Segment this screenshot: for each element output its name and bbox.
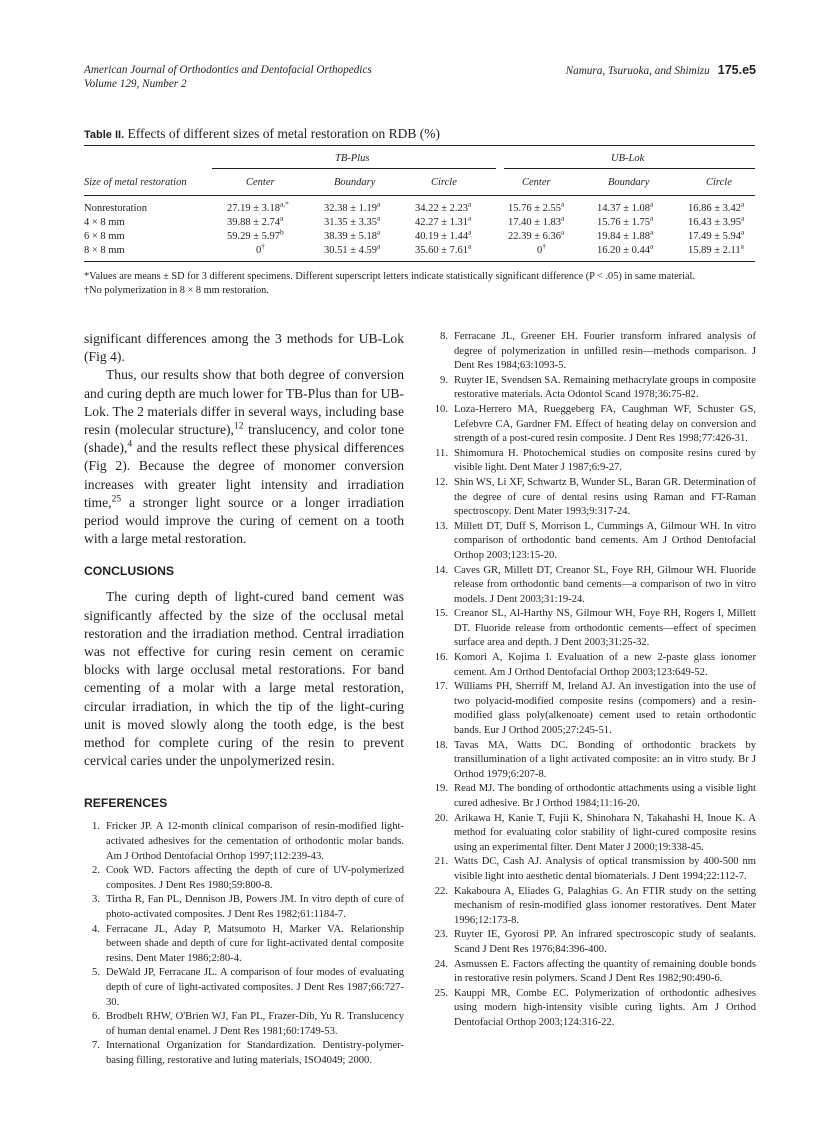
row-header: Size of metal restoration (84, 177, 187, 188)
col-header: Circle (706, 177, 732, 188)
table-cell: 22.39 ± 6.36$^a$ (508, 227, 565, 242)
table-cell: 19.84 ± 1.88$^a$ (597, 227, 654, 242)
table-cell: 16.20 ± 0.44$^a$ (597, 241, 654, 256)
col-header: Boundary (334, 177, 376, 188)
table-cell: 40.19 ± 1.44$^a$ (415, 227, 472, 242)
table-cell: 16.43 ± 3.95$^a$ (688, 213, 745, 228)
running-authors: Namura, Tsuruoka, and Shimizu (565, 65, 710, 77)
row-label: Nonrestoration (84, 203, 147, 214)
table-footnote: *Values are means ± SD for 3 different specimens. Different superscript letters indicate statistically significant difference (P < .05) in same material. (84, 271, 695, 282)
section-heading-conclusions: CONCLUSIONS (84, 564, 175, 579)
table-footnotes (84, 270, 755, 297)
reference-item: 1. Fricker JP. A 12-month clinical comparison of resin-modified light-activated adhesives for the cementation of orthodontic molar bands. Am J Orthod Dentofacial Orthop 1997;112:239-43. (92, 821, 404, 862)
table-cell: 16.86 ± 3.42$^a$ (688, 199, 745, 214)
group-header-tbplus: TB-Plus (335, 153, 370, 164)
table-cell: 0† (256, 241, 265, 256)
table-cell: 14.37 ± 1.08$^a$ (597, 199, 654, 214)
section-heading-references: REFERENCES (84, 796, 168, 811)
table-cell: $27.19 \pm 3.18^{a,*}$ (227, 199, 289, 214)
reference-item: 14. Caves GR, Millett DT, Creanor SL, Foye RH, Gilmour WH. Fluoride release from orthodontic band cements—a comparison of two in vitro models. J Dent 2003;31:19-24. (434, 564, 756, 605)
col-header: Boundary (608, 177, 650, 188)
reference-list (84, 820, 404, 1068)
table-cell: 0† (537, 241, 546, 256)
table-cell: 32.38 ± 1.19$^a$ (324, 199, 381, 214)
journal-volume: Volume 129, Number 2 (84, 78, 187, 90)
table-header-rule (84, 195, 755, 196)
reference-item: 13. Millett DT, Duff S, Morrison L, Cummings A, Gilmour WH. In vitro comparison of orthodontic band cements. Am J Orthod Dentofacial Orthop 2003;123:15-20. (434, 520, 756, 561)
reference-list (432, 330, 756, 1031)
paragraph: significant differences among the 3 methods for UB-Lok (Fig 4). (84, 331, 404, 365)
reference-item: 6. Brodbelt RHW, O'Brien WJ, Fan PL, Frazer-Dib, Yu R. Translucency of human dental enamel. J Dent Res 1981;60:1749-53. (92, 1011, 404, 1037)
reference-item: 17. Williams PH, Sherriff M, Ireland AJ. An investigation into the use of two polyacid-modified composite resins (compomers) and a resin-modified glass poly(alkenoate) cement used to retain orthodontic bands. Eur J Orthod 2005;27:245-51. (434, 681, 756, 737)
reference-item: 7. International Organization for Standardization. Dentistry-polymer-basing filling, restorative and luting materials, ISO4049; 2000. (92, 1040, 404, 1066)
table-cell: 31.35 ± 3.35$^a$ (324, 213, 381, 228)
table-cell: 15.76 ± 1.75$^a$ (597, 213, 654, 228)
reference-item: 9. Ruyter IE, Svendsen SA. Remaining methacrylate groups in composite restorative materials. Acta Odontol Scand 1978;36:75-82. (440, 374, 756, 401)
table-bottom-rule (84, 261, 755, 262)
table-top-rule (84, 145, 755, 146)
table-title: Effects of different sizes of metal restoration on RDB (%) (127, 126, 441, 141)
reference-item: 24. Asmussen E. Factors affecting the quantity of remaining double bonds in restorative resin polymers. Scand J Dent Res 1982;90:490-6. (434, 958, 756, 985)
col-header: Center (522, 177, 551, 188)
table-label: Table II. (84, 129, 125, 141)
reference-item: 19. Read MJ. The bonding of orthodontic attachments using a visible light cured adhesive. Br J Orthod 1984;11:16-20. (434, 783, 756, 809)
reference-item: 12. Shin WS, Li XF, Schwartz B, Wunder SL, Baran GR. Determination of the degree of cure of dental resins using Raman and FT-Raman spectroscopy. Dent Mater 1993;9:317-24. (434, 476, 756, 518)
col-header: Center (246, 177, 275, 188)
right-column (432, 330, 756, 1031)
group-rule-ublok (504, 168, 755, 169)
page-number: 175.e5 (717, 63, 756, 77)
reference-item: 22. Kakaboura A, Eliades G, Palaghias G. An FTIR study on the setting mechanism of resin-modified glass ionomer restoratives. Dent Mater 1996;12:173-8. (434, 885, 756, 926)
table-caption (84, 126, 440, 142)
table-cell: 39.88 ± 2.74$^a$ (227, 213, 284, 228)
reference-item: 23. Ruyter IE, Gyorosi PP. An infrared spectroscopic study of sealants. Scand J Dent Res 1976;84:396-400. (434, 929, 756, 955)
reference-item: 4. Ferracane JL, Aday P, Matsumoto H, Marker VA. Relationship between shade and depth of cure for light-activated dental composite resins. Dent Mater 1986;2:80-4. (92, 923, 404, 964)
table-cell: 59.29 ± 5.97$^b$ (227, 227, 284, 242)
table-cell: 17.49 ± 5.94$^a$ (688, 227, 745, 242)
table-cell: 35.60 ± 7.61$^a$ (415, 241, 472, 256)
reference-item: 25. Kauppi MR, Combe EC. Polymerization of orthodontic adhesives using modern high-intensity visible curing lights. Am J Orthod Dentofacial Orthop 2003;124:316-22. (434, 987, 756, 1028)
table-cell: 17.40 ± 1.83$^a$ (508, 213, 565, 228)
journal-info (84, 63, 372, 91)
paragraph: The curing depth of light-cured band cement was significantly affected by the size of the occlusal metal restoration and the irradiation method. Central irradiation was not effective for curing resin cement on ceramic blocks with large occlusal metal restorations. For band cementing of a molar with a large metal restoration, circular irradiation, in which the tip of the light-curing unit is moved slowly along the tooth edge, is the best method for complete curing of the resin to prevent cervical caries under the unpolymerized resin. (84, 589, 404, 769)
reference-item: 11. Shimomura H. Photochemical studies on composite resins cured by visible light. Dent Mater J 1987;6:9-27. (435, 447, 756, 474)
reference-item: 10. Loza-Herrero MA, Rueggeberg FA, Caughman WF, Schuster GS, Lefebvre CA, Gardner FM. Effect of heating delay on conversion and strength of a post-cured resin composite. J Dent Res 1998;77:426-31. (434, 403, 756, 445)
reference-item: 5. DeWald JP, Ferracane JL. A comparison of four modes of evaluating depth of cure of light-activated composites. J Dent Res 1987;66:727-30. (92, 967, 404, 1008)
reference-item: 2. Cook WD. Factors affecting the depth of cure of UV-polymerized composites. J Dent Res 1980;59:800-8. (92, 865, 404, 891)
journal-title: American Journal of Orthodontics and Dentofacial Orthopedics (84, 64, 372, 76)
row-label: 4 × 8 mm (84, 217, 125, 228)
table-cell: 42.27 ± 1.31$^a$ (415, 213, 472, 228)
reference-item: 8. Ferracane JL, Greener EH. Fourier transform infrared analysis of degree of polymerization in unfilled resin—methods comparison. J Dent Res 1984;63:1093-5. (440, 331, 756, 372)
table-cell: 38.39 ± 5.18$^a$ (324, 227, 381, 242)
table-cell: 15.76 ± 2.55$^a$ (508, 199, 565, 214)
group-header-ublok: UB-Lok (611, 153, 645, 164)
group-rule-tbplus (212, 168, 496, 169)
row-label: 8 × 8 mm (84, 245, 125, 256)
reference-item: 16. Komori A, Kojima I. Evaluation of a new 2-paste glass ionomer cement. Am J Orthod Dentofacial Orthop 2003;123:649-52. (434, 652, 756, 678)
row-label: 6 × 8 mm (84, 231, 125, 242)
table-cell: 30.51 ± 4.59$^a$ (324, 241, 381, 256)
paragraph: Thus, our results show that both degree of conversion and curing depth are much lower for TB-Plus than for UB-Lok. The 2 materials differ in several ways, including base resin (molecular structure),$^{12}$ translucency, and color tone (shade),$^4$ and the results reflect these physical differences (Fig 2). Because the degree of monomer conversion increases with greater light intensity and irradiation time,$^{25}$ a stronger light source or a longer irradiation period would improve the curing of cement on a tooth with a large metal restoration. (84, 367, 404, 547)
reference-item: 21. Watts DC, Cash AJ. Analysis of optical transmission by 400-500 nm visible light into aesthetic dental biomaterials. J Dent 1994;22:112-7. (434, 856, 756, 882)
col-header: Circle (431, 177, 457, 188)
table-cell: 34.22 ± 2.23$^a$ (415, 199, 472, 214)
reference-item: 18. Tavas MA, Watts DC. Bonding of orthodontic brackets by transillumination of a light activated composite: an in vitro study. Br J Orthod 1979;6:207-8. (434, 739, 756, 780)
reference-item: 20. Arikawa H, Kanie T, Fujii K, Shinohara N, Takahashi H, Inoue K. A method for evaluating color stability of light-cured composite resins using an experimental filter. Dent Mater J 2000;19:338-45. (434, 812, 756, 853)
reference-item: 3. Tirtha R, Fan PL, Dennison JB, Powers JM. In vitro depth of cure of photo-activated composites. J Dent Res 1982;61:1184-7. (92, 894, 404, 921)
left-column (84, 330, 404, 1069)
table-cell: 15.89 ± 2.11$^a$ (688, 241, 744, 256)
author-page-info (566, 63, 756, 78)
reference-item: 15. Creanor SL, Al-Harthy NS, Gilmour WH, Foye RH, Rogers I, Millett DT. Fluoride release from orthodontic cements—effect of specimen surface area and depth. J Dent 2003;31:25-32. (434, 608, 756, 649)
table-footnote: †No polymerization in 8 × 8 mm restoration. (84, 284, 269, 296)
